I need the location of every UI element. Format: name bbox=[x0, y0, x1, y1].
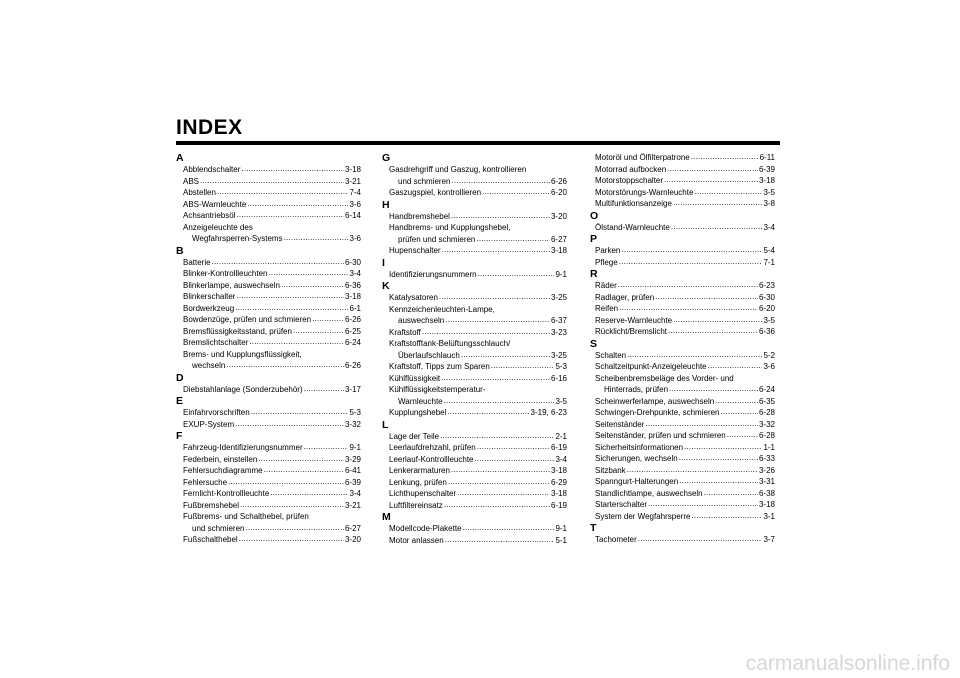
index-entry-page: 3-18 bbox=[550, 489, 567, 498]
index-entry-term: Kraftstofftank-Belüftungsschlauch/ bbox=[389, 339, 511, 348]
index-entry-term: Gaszugspiel, kontrollieren bbox=[389, 188, 482, 197]
index-entry-term: Motorstörungs-Warnleuchte bbox=[595, 187, 694, 197]
index-entry-page: 3-18 bbox=[758, 500, 775, 509]
index-entry-page: 3-18 bbox=[344, 165, 361, 174]
dot-leader bbox=[462, 522, 554, 531]
index-entry-term: Standlichtlampe, auswechseln bbox=[595, 488, 703, 498]
dot-leader bbox=[694, 186, 762, 195]
index-entry-term: Radlager, prüfen bbox=[595, 292, 655, 302]
dot-leader bbox=[235, 418, 344, 427]
index-entry-term: Einfahrvorschriften bbox=[183, 408, 250, 417]
dot-leader bbox=[236, 209, 344, 218]
index-entry-term: Tachometer bbox=[595, 535, 637, 544]
dot-leader bbox=[422, 326, 550, 335]
index-entry-page: 3-4 bbox=[555, 454, 567, 464]
index-entry-term: Blinkerschalter bbox=[183, 292, 236, 301]
index-entry-term: Fußbrems- und Schalthebel, prüfen bbox=[183, 512, 309, 521]
dot-leader bbox=[691, 510, 762, 519]
index-entry-term: Katalysatoren bbox=[389, 293, 438, 302]
dot-leader bbox=[247, 198, 348, 207]
index-entry-page: 3-17 bbox=[344, 384, 361, 394]
index-entry-term: Spanngurt-Halterungen bbox=[595, 477, 679, 486]
index-entry-page: 3-6 bbox=[763, 362, 775, 371]
index-entry-page: 3-19, 6-23 bbox=[530, 408, 567, 417]
dot-leader bbox=[645, 418, 758, 427]
index-entry-page: 3-26 bbox=[758, 465, 775, 475]
index-entry-term: Blinkerlampe, auswechseln bbox=[183, 280, 280, 290]
index-entry-term: Identifizierungsnummern bbox=[389, 269, 477, 279]
dot-leader bbox=[708, 360, 763, 369]
index-entry-page: 6-19 bbox=[550, 443, 567, 452]
index-entry-term: Leerlauf-Kontrollleuchte bbox=[389, 454, 474, 464]
index-entry-page: 6-27 bbox=[344, 523, 361, 533]
index-entry-term: Abstellen bbox=[183, 188, 216, 197]
index-entry bbox=[382, 535, 567, 547]
index-entry-term: ABS-Warnleuchte bbox=[183, 199, 247, 209]
index-entry bbox=[176, 337, 361, 349]
index-entry bbox=[176, 384, 361, 396]
dot-leader bbox=[461, 349, 550, 358]
index-entry-page: 7-4 bbox=[349, 188, 361, 197]
index-letter-heading: H bbox=[382, 198, 390, 211]
index-entry-page: 9-1 bbox=[349, 443, 361, 452]
dot-leader bbox=[664, 174, 758, 183]
index-entry-term: Hinterrads, prüfen bbox=[604, 385, 669, 394]
index-entry-term: Blinker-Kontrollleuchten bbox=[183, 269, 268, 278]
index-entry-page: 6-26 bbox=[550, 176, 567, 186]
dot-leader bbox=[684, 441, 762, 450]
index-entry-page: 3-5 bbox=[555, 396, 567, 406]
dot-leader bbox=[475, 453, 555, 462]
index-entry-page: 3-7 bbox=[763, 535, 775, 544]
index-entry-term: Motorrad aufbocken bbox=[595, 164, 667, 174]
index-entry-page: 6-14 bbox=[344, 211, 361, 220]
dot-leader bbox=[721, 406, 758, 415]
dot-leader bbox=[439, 291, 550, 300]
index-letter-heading: G bbox=[382, 152, 391, 164]
dot-leader bbox=[638, 533, 763, 542]
page-title: INDEX bbox=[176, 116, 243, 139]
index-entry-term: wechseln bbox=[192, 361, 226, 370]
index-entry-term: System der Wegfahrsperre bbox=[595, 511, 691, 521]
index-entry-page: 3-32 bbox=[758, 419, 775, 429]
index-entry-term: Rücklicht/Bremslicht bbox=[595, 327, 668, 336]
index-entry-page: 9-1 bbox=[555, 269, 567, 279]
index-entry-term: Modellcode-Plakette bbox=[389, 524, 462, 533]
watermark: carmanualsonline.info bbox=[745, 652, 950, 675]
dot-leader bbox=[451, 210, 550, 219]
dot-leader bbox=[619, 302, 758, 311]
dot-leader bbox=[618, 279, 758, 288]
index-entry-page: 6-24 bbox=[758, 385, 775, 394]
dot-leader bbox=[281, 279, 344, 288]
index-entry bbox=[176, 360, 361, 372]
index-entry-page: 5-3 bbox=[555, 362, 567, 371]
dot-leader bbox=[270, 487, 348, 496]
dot-leader bbox=[217, 186, 349, 195]
dot-leader bbox=[245, 522, 344, 531]
index-letter-heading: P bbox=[590, 233, 598, 245]
index-entry-term: Sicherheitsinformationen bbox=[595, 442, 684, 452]
index-entry-term: und schmieren bbox=[398, 176, 451, 186]
index-entry bbox=[176, 534, 361, 546]
index-entry-page: 3-5 bbox=[763, 315, 775, 325]
index-entry-page: 3-18 bbox=[550, 466, 567, 475]
index-letter-heading: R bbox=[590, 268, 598, 280]
index-entry-page: 6-26 bbox=[344, 361, 361, 370]
index-entry-term: Fußschalthebel bbox=[183, 535, 238, 544]
dot-leader bbox=[440, 430, 554, 439]
index-entry-term: Motoröl und Ölfilterpatrone bbox=[595, 153, 690, 162]
dot-leader bbox=[249, 336, 344, 345]
dot-leader bbox=[241, 163, 344, 172]
index-entry-page: 1-1 bbox=[763, 442, 775, 452]
index-entry-page: 5-1 bbox=[555, 535, 567, 545]
index-entry-page: 3-8 bbox=[763, 199, 775, 208]
index-entry-term: Warnleuchte bbox=[398, 396, 443, 406]
dot-leader bbox=[304, 383, 344, 392]
dot-leader bbox=[269, 267, 349, 276]
title-rule bbox=[176, 141, 780, 145]
index-entry bbox=[382, 292, 567, 304]
dot-leader bbox=[619, 256, 763, 265]
index-entry-page: 3-21 bbox=[344, 500, 361, 510]
index-entry-page: 6-20 bbox=[758, 304, 775, 313]
index-entry-page: 6-16 bbox=[550, 373, 567, 383]
index-entry-term: Kupplungshebel bbox=[389, 408, 447, 417]
index-entry-term: Schalten bbox=[595, 350, 627, 360]
index-letter-heading: T bbox=[590, 522, 597, 534]
index-letter-heading: B bbox=[176, 244, 184, 257]
index-column-3 bbox=[590, 152, 775, 546]
index-entry-term: prüfen und schmieren bbox=[398, 234, 476, 244]
index-entry-page: 6-23 bbox=[758, 281, 775, 290]
dot-leader bbox=[691, 151, 759, 160]
index-entry-page: 3-4 bbox=[349, 489, 361, 498]
index-entry bbox=[176, 500, 361, 512]
index-entry-page: 6-24 bbox=[344, 338, 361, 347]
index-entry bbox=[176, 419, 361, 431]
dot-leader bbox=[648, 498, 758, 507]
index-entry-term: Sicherungen, wechseln bbox=[595, 454, 678, 463]
dot-leader bbox=[482, 186, 550, 195]
index-entry bbox=[382, 373, 567, 385]
index-entry-term: Wegfahrsperren-Systems bbox=[192, 234, 283, 243]
index-entry-term: Fahrzeug-Identifizierungsnummer bbox=[183, 443, 303, 452]
index-entry-page: 6-26 bbox=[344, 315, 361, 324]
index-entry-page: 6-19 bbox=[550, 500, 567, 510]
index-entry-page: 3-18 bbox=[550, 246, 567, 255]
index-entry-page: 6-39 bbox=[758, 164, 775, 174]
index-entry-term: Batterie bbox=[183, 257, 211, 267]
index-entry-term: Motor anlassen bbox=[389, 535, 444, 545]
index-entry bbox=[590, 326, 775, 338]
index-entry-page: 3-6 bbox=[349, 199, 361, 209]
dot-leader bbox=[444, 499, 550, 508]
index-entry-page: 6-29 bbox=[550, 477, 567, 487]
dot-leader bbox=[258, 453, 344, 462]
index-entry-page: 6-30 bbox=[344, 257, 361, 267]
index-entry bbox=[382, 245, 567, 257]
index-entry-term: Starterschalter bbox=[595, 500, 648, 509]
index-entry bbox=[382, 327, 567, 339]
index-entry-page: 3-31 bbox=[758, 477, 775, 486]
dot-leader bbox=[293, 325, 344, 334]
index-entry-term: Fernlicht-Kontrollleuchte bbox=[183, 489, 270, 498]
index-entry-term: Kraftstoff bbox=[389, 327, 421, 337]
index-entry-term: Handbremshebel bbox=[389, 211, 450, 221]
dot-leader bbox=[447, 406, 529, 415]
index-entry-page: 3-4 bbox=[763, 222, 775, 232]
index-entry bbox=[590, 361, 775, 373]
index-entry bbox=[176, 233, 361, 245]
index-letter-heading: A bbox=[176, 152, 184, 164]
dot-leader bbox=[200, 175, 344, 184]
index-entry bbox=[590, 222, 775, 234]
index-entry bbox=[382, 187, 567, 199]
index-letter-heading: L bbox=[382, 418, 389, 431]
dot-leader bbox=[444, 395, 555, 404]
dot-leader bbox=[476, 233, 550, 242]
index-entry-page: 6-35 bbox=[758, 396, 775, 406]
index-column-1 bbox=[176, 152, 361, 546]
index-entry-page: 6-37 bbox=[550, 316, 567, 325]
dot-leader bbox=[304, 441, 349, 450]
dot-leader bbox=[226, 359, 344, 368]
index-entry bbox=[590, 511, 775, 523]
index-entry-term: Gasdrehgriff und Gaszug, kontrollieren bbox=[389, 165, 527, 174]
dot-leader bbox=[627, 349, 762, 358]
index-entry bbox=[382, 500, 567, 512]
dot-leader bbox=[679, 475, 758, 484]
dot-leader bbox=[445, 314, 550, 323]
dot-leader bbox=[236, 290, 344, 299]
index-entry-term: Lenkung, prüfen bbox=[389, 477, 447, 487]
dot-leader bbox=[477, 441, 550, 450]
index-entry-page: 5-3 bbox=[349, 408, 361, 417]
index-entry-term: Brems- und Kupplungsflüssigkeit, bbox=[183, 349, 302, 359]
index-entry-term: Bowdenzüge, prüfen und schmieren bbox=[183, 315, 312, 324]
index-entry-term: Überlaufschlauch bbox=[398, 350, 460, 360]
index-entry-term: Kraftstoff, Tipps zum Sparen bbox=[389, 362, 490, 371]
index-entry-term: Diebstahlanlage (Sonderzubehör) bbox=[183, 384, 303, 394]
index-entry bbox=[382, 407, 567, 419]
index-entry-term: Schwingen-Drehpunkte, schmieren bbox=[595, 408, 720, 417]
index-entry-term: Kennzeichenleuchten-Lampe, bbox=[389, 304, 495, 314]
index-letter-heading: M bbox=[382, 511, 391, 523]
dot-leader bbox=[445, 534, 555, 543]
index-entry-page: 3-20 bbox=[344, 535, 361, 544]
index-entry-page: 6-28 bbox=[758, 431, 775, 440]
index-entry-term: Kühlflüssigkeit bbox=[389, 373, 441, 383]
dot-leader bbox=[451, 175, 550, 184]
index-entry-page: 7-1 bbox=[763, 257, 775, 267]
dot-leader bbox=[284, 232, 349, 241]
dot-leader bbox=[442, 244, 550, 253]
index-entry-term: Kühlflüssigkeitstemperatur- bbox=[389, 385, 486, 394]
index-entry-term: Lenkerarmaturen bbox=[389, 466, 450, 475]
dot-leader bbox=[239, 533, 344, 542]
index-entry-page: 3-6 bbox=[349, 234, 361, 243]
index-letter-heading: K bbox=[382, 280, 390, 292]
index-entry-term: Schaltzeitpunkt-Anzeigeleuchte bbox=[595, 362, 707, 371]
index-entry-page: 5-4 bbox=[763, 246, 775, 255]
index-entry-term: Lage der Teile bbox=[389, 431, 440, 441]
index-entry-term: Bordwerkzeug bbox=[183, 303, 235, 313]
index-letter-heading: D bbox=[176, 371, 184, 384]
index-entry bbox=[590, 257, 775, 269]
index-entry-term: Sitzbank bbox=[595, 465, 626, 475]
index-entry-term: Hupenschalter bbox=[389, 246, 441, 255]
index-entry-term: Scheinwerferlampe, auswechseln bbox=[595, 396, 715, 406]
index-entry-page: 6-1 bbox=[349, 303, 361, 313]
dot-leader bbox=[671, 221, 763, 230]
index-entry-term: Multifunktionsanzeige bbox=[595, 199, 672, 208]
index-entry-page: 6-36 bbox=[758, 327, 775, 336]
index-entry-term: Seitenständer bbox=[595, 419, 645, 429]
dot-leader bbox=[312, 313, 344, 322]
index-entry-term: auswechseln bbox=[398, 316, 445, 325]
index-entry-page: 9-1 bbox=[555, 524, 567, 533]
index-entry-term: Fehlersuchdiagramme bbox=[183, 466, 263, 475]
index-entry-term: Räder bbox=[595, 281, 617, 290]
index-entry-page: 6-30 bbox=[758, 292, 775, 302]
index-entry-term: Parken bbox=[595, 246, 621, 255]
index-entry-term: Pflege bbox=[595, 257, 618, 267]
index-entry-term: Leerlaufdrehzahl, prüfen bbox=[389, 443, 476, 452]
index-entry-page: 3-5 bbox=[763, 187, 775, 197]
index-entry-page: 6-39 bbox=[344, 477, 361, 487]
index-entry-term: Bremsflüssigkeitsstand, prüfen bbox=[183, 326, 292, 336]
dot-leader bbox=[704, 487, 758, 496]
index-entry-page: 5-2 bbox=[763, 350, 775, 360]
index-entry-page: 3-20 bbox=[550, 211, 567, 221]
index-entry-term: Fehlersuche bbox=[183, 477, 228, 487]
index-entry-page: 3-25 bbox=[550, 293, 567, 302]
index-entry bbox=[590, 534, 775, 546]
index-letter-heading: E bbox=[176, 395, 184, 407]
dot-leader bbox=[679, 452, 758, 461]
dot-leader bbox=[212, 256, 344, 265]
index-entry-term: Handbrems- und Kupplungshebel, bbox=[389, 223, 511, 232]
dot-leader bbox=[448, 476, 550, 485]
dot-leader bbox=[451, 464, 550, 473]
index-entry-page: 3-25 bbox=[550, 350, 567, 360]
index-entry-term: Scheibenbremsbeläge des Vorder- und bbox=[595, 373, 734, 383]
index-entry-page: 3-29 bbox=[344, 454, 361, 464]
index-entry-term: Federbein, einstellen bbox=[183, 454, 258, 464]
index-entry-page: 3-4 bbox=[349, 269, 361, 278]
index-entry-page: 6-33 bbox=[758, 454, 775, 463]
index-entry-term: Fußbremshebel bbox=[183, 500, 240, 510]
index-entry-term: ABS bbox=[183, 176, 200, 186]
index-entry-term: Seitenständer, prüfen und schmieren bbox=[595, 431, 726, 440]
index-entry-page: 6-36 bbox=[344, 280, 361, 290]
dot-leader bbox=[240, 499, 344, 508]
index-entry-term: Luftfiltereinsatz bbox=[389, 500, 443, 510]
dot-leader bbox=[667, 163, 758, 172]
dot-leader bbox=[457, 487, 550, 496]
index-entry-page: 6-38 bbox=[758, 488, 775, 498]
index-entry bbox=[382, 211, 567, 223]
index-entry-page: 6-25 bbox=[344, 326, 361, 336]
index-entry-term: Motorstoppschalter bbox=[595, 176, 664, 185]
index-entry-term: EXUP-System bbox=[183, 419, 235, 429]
dot-leader bbox=[228, 476, 344, 485]
index-entry-page: 6-41 bbox=[344, 466, 361, 475]
dot-leader bbox=[673, 314, 762, 323]
dot-leader bbox=[235, 302, 348, 311]
index-entry-page: 3-23 bbox=[550, 327, 567, 337]
dot-leader bbox=[627, 464, 758, 473]
index-entry-page: 2-1 bbox=[555, 431, 567, 441]
index-entry-term: Bremslichtschalter bbox=[183, 338, 249, 347]
index-entry-page: 3-32 bbox=[344, 419, 361, 429]
index-letter-heading: I bbox=[382, 256, 385, 269]
index-entry-page: 3-18 bbox=[344, 292, 361, 301]
dot-leader bbox=[669, 383, 758, 392]
index-column-2 bbox=[382, 152, 567, 546]
dot-leader bbox=[668, 325, 758, 334]
index-entry bbox=[176, 210, 361, 222]
index-letter-heading: F bbox=[176, 430, 183, 442]
index-entry bbox=[382, 269, 567, 281]
index-entry-page: 3-21 bbox=[344, 176, 361, 186]
dot-leader bbox=[727, 429, 758, 438]
index-entry-page: 6-28 bbox=[758, 408, 775, 417]
index-entry-page: 6-27 bbox=[550, 234, 567, 244]
dot-leader bbox=[491, 360, 555, 369]
dot-leader bbox=[478, 268, 555, 277]
dot-leader bbox=[715, 395, 758, 404]
index-entry-page: 6-20 bbox=[550, 188, 567, 197]
dot-leader bbox=[251, 406, 349, 415]
dot-leader bbox=[441, 372, 550, 381]
dot-leader bbox=[655, 291, 758, 300]
index-entry-term: Reifen bbox=[595, 304, 619, 313]
index-entry-term: Ölstand-Warnleuchte bbox=[595, 222, 670, 232]
index-entry-page: 6-11 bbox=[759, 153, 775, 162]
index-letter-heading: S bbox=[590, 337, 598, 350]
index-entry-term: Anzeigeleuchte des bbox=[183, 222, 253, 232]
index-entry-page: 3-18 bbox=[758, 176, 775, 185]
index-entry-term: Lichthupenschalter bbox=[389, 489, 457, 498]
index-entry-term: Abblendschalter bbox=[183, 165, 241, 174]
dot-leader bbox=[673, 197, 763, 206]
dot-leader bbox=[264, 464, 344, 473]
index-entry bbox=[590, 198, 775, 210]
index-entry-term: Reserve-Warnleuchte bbox=[595, 315, 673, 325]
index-entry-term: Achsantriebsöl bbox=[183, 211, 236, 220]
index-entry-page: 3-1 bbox=[763, 511, 775, 521]
dot-leader bbox=[621, 244, 762, 253]
index-entry-term: und schmieren bbox=[192, 523, 245, 533]
index-letter-heading: O bbox=[590, 209, 599, 222]
